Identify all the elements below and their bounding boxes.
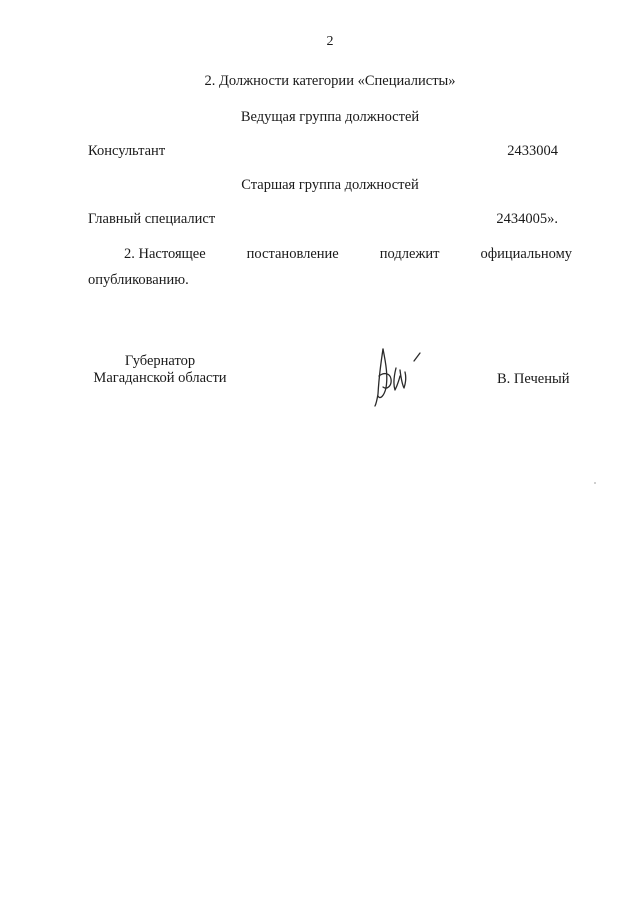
- signatory-title: [88, 353, 232, 387]
- position-row-chief-specialist: [88, 211, 558, 228]
- paragraph-word: 2. Настоящее: [124, 246, 206, 262]
- position-row-consultant: [88, 143, 558, 160]
- resolution-paragraph-line1: [124, 246, 572, 263]
- paragraph-word: официальному: [480, 246, 572, 262]
- handwritten-signature: [370, 346, 426, 413]
- group-title-senior: Старшая группа должностей: [241, 177, 419, 193]
- resolution-paragraph-line2: опубликованию.: [88, 272, 189, 288]
- signatory-name: В. Печеный: [497, 371, 570, 387]
- position-code: 2433004: [507, 143, 558, 159]
- group-title-lead: Ведущая группа должностей: [240, 109, 420, 125]
- paragraph-word: подлежит: [379, 246, 440, 262]
- section-title: 2. Должности категории «Специалисты»: [204, 73, 456, 89]
- position-name: Консультант: [88, 143, 166, 159]
- signature-strokes: [370, 346, 426, 408]
- paragraph-word: постановление: [246, 246, 339, 262]
- page-number: 2: [326, 34, 334, 49]
- scan-artifact: [594, 482, 596, 484]
- position-name: Главный специалист: [88, 211, 216, 227]
- position-code: 2434005».: [496, 211, 558, 227]
- signatory-title-line1: Губернатор: [124, 353, 196, 369]
- signatory-title-line2: Магаданской области: [93, 370, 227, 386]
